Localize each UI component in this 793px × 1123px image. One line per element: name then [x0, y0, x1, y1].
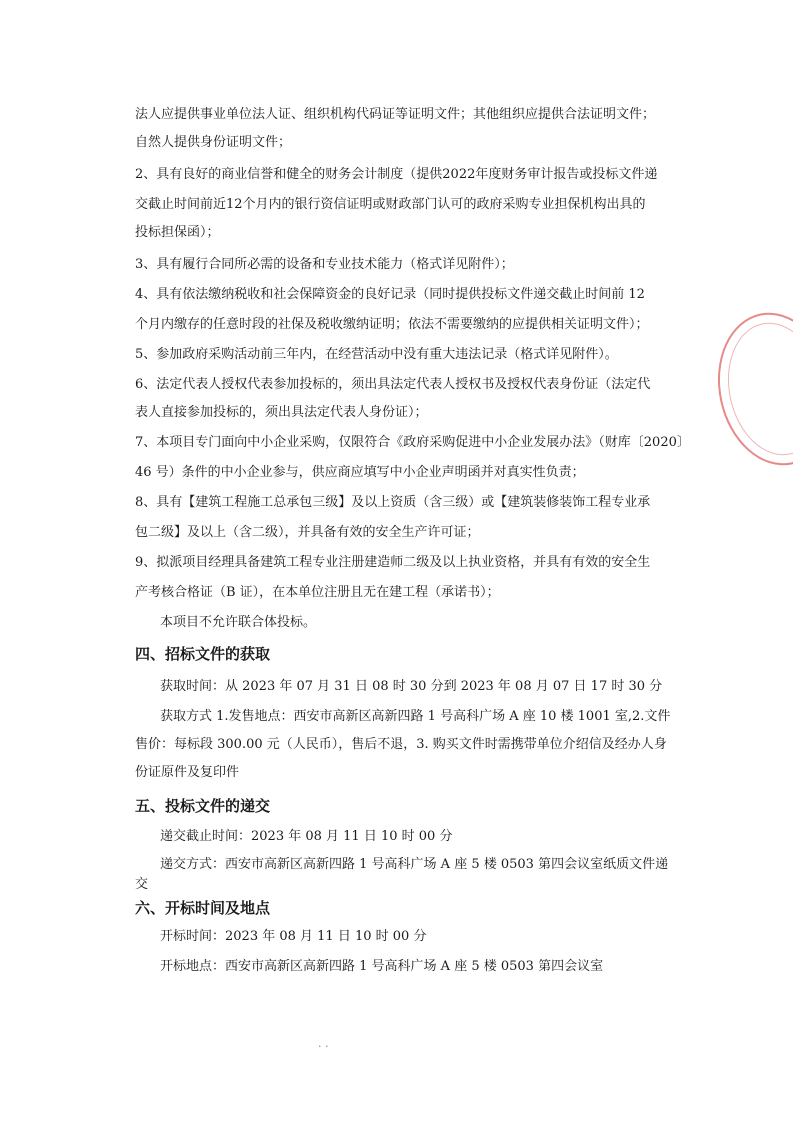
text-line: 包二级】及以上（含二级），并具备有效的安全生产许可证； — [135, 525, 480, 540]
text-line: 表人直接参加投标的，须出具法定代表人身份证）； — [135, 405, 428, 420]
text-line: 产考核合格证（B 证），在本单位注册且无在建工程（承诺书）； — [135, 585, 500, 600]
text-line: 个月内缴存的任意时段的社保及税收缴纳证明；依法不需要缴纳的应提供相关证明文件）； — [135, 317, 649, 332]
text-line: 6、法定代表人授权代表参加投标的，须出具法定代表人授权书及授权代表身份证（法定代 — [135, 377, 651, 392]
section-heading: 五、投标文件的递交 — [135, 797, 271, 815]
text-line: 2、具有良好的商业信誉和健全的财务会计制度（提供2022年度财务审计报告或投标文件递 — [135, 167, 658, 182]
section-heading: 四、招标文件的获取 — [135, 645, 271, 663]
text-line: 7、本项目专门面向中小企业采购，仅限符合《政府采购促进中小企业发展办法》（财库〔2020〕 — [135, 435, 690, 450]
text-line: 法人应提供事业单位法人证、组织机构代码证等证明文件；其他组织应提供合法证明文件； — [135, 107, 656, 122]
text-line: 获取时间：从 2023 年 07 月 31 日 08 时 30 分到 2023 年 08 月 07 日 17 时 30 分 — [160, 679, 663, 694]
text-line: 4、具有依法缴纳税收和社会保障资金的良好记录（同时提供投标文件递交截止时间前 12 — [135, 287, 645, 302]
text-line: 售价：每标段 300.00 元（人民币），售后不退，3. 购买文件时需携带单位介绍信及经办人身 — [135, 737, 667, 752]
text-line: 递交截止时间：2023 年 08 月 11 日 10 时 00 分 — [160, 829, 453, 844]
text-line: 投标担保函）； — [135, 225, 220, 240]
text-line: 开标时间：2023 年 08 月 11 日 10 时 00 分 — [160, 929, 427, 944]
text-line: 份证原件及复印件 — [135, 765, 240, 780]
text-line: 8、具有【建筑工程施工总承包三级】及以上资质（含三级）或【建筑装修装饰工程专业承 — [135, 495, 651, 510]
text-line: 46 号）条件的中小企业参与，供应商应填写中小企业声明函并对真实性负责； — [135, 465, 585, 480]
text-line: 3、具有履行合同所必需的设备和专业技术能力（格式详见附件）； — [135, 257, 514, 272]
text-line: 开标地点：西安市高新区高新四路 1 号高科广场 A 座 5 楼 0503 第四会议室 — [160, 959, 604, 974]
section-heading: 六、开标时间及地点 — [135, 899, 271, 917]
text-line: 交 — [135, 877, 149, 892]
text-line: 5、参加政府采购活动前三年内，在经营活动中没有重大违法记录（格式详见附件）。 — [135, 347, 618, 362]
text-line: 交截止时间前近12个月内的银行资信证明或财政部门认可的政府采购专业担保机构出具的 — [135, 197, 646, 212]
text-line: 本项目不允许联合体投标。 — [160, 615, 317, 630]
text-line: 递交方式：西安市高新区高新四路 1 号高科广场 A 座 5 楼 0503 第四会议室纸质文件递 — [160, 857, 669, 872]
text-line: 自然人提供身份证明文件； — [135, 135, 292, 150]
page-mark: · · — [318, 1040, 329, 1053]
text-line: 9、拟派项目经理具备建筑工程专业注册建造师二级及以上执业资格，并具有有效的安全生 — [135, 555, 651, 570]
text-line: 获取方式 1.发售地点：西安市高新区高新四路 1 号高科广场 A 座 10 楼 1001 室,2.文件 — [160, 709, 671, 724]
